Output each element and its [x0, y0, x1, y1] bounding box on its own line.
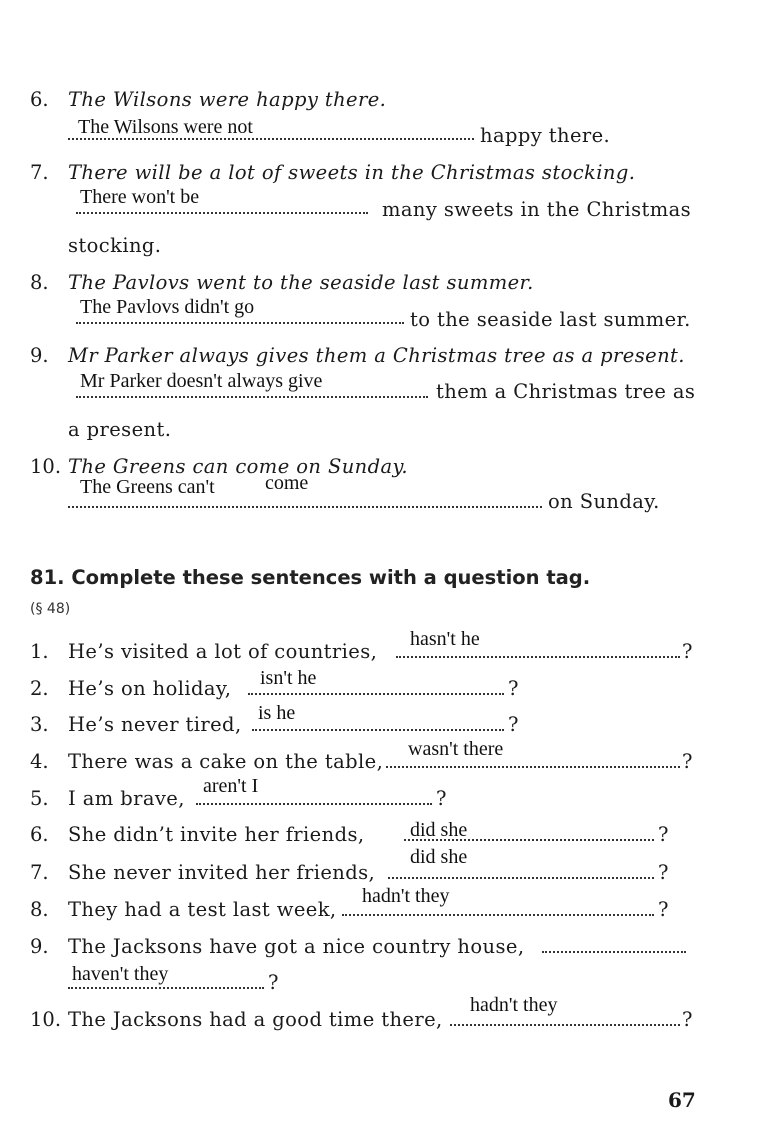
sentence-continuation: a present. — [68, 418, 172, 441]
item-number: 9. — [30, 344, 49, 367]
question-tag-answer: did she — [410, 819, 468, 841]
answer-line — [388, 877, 654, 879]
sentence-ending: on Sunday. — [548, 490, 660, 513]
question-mark: ? — [436, 787, 447, 810]
item-number: 10. — [30, 1008, 62, 1031]
answer-line — [342, 914, 654, 916]
question-mark: ? — [508, 677, 519, 700]
answer-line — [450, 1024, 680, 1026]
exercise-title: 81. Complete these sentences with a question tag. — [30, 566, 591, 589]
prompt-sentence: The Pavlovs went to the seaside last summer. — [68, 271, 534, 294]
answer-line — [252, 729, 504, 731]
sentence-text: She never invited her friends, — [68, 861, 376, 884]
answer-line — [76, 396, 428, 398]
question-mark: ? — [658, 823, 669, 846]
item-number: 1. — [30, 640, 49, 663]
question-tag-answer: hasn't he — [410, 628, 480, 650]
question-tag-answer: isn't he — [260, 667, 317, 689]
item-number: 3. — [30, 713, 49, 736]
question-tag-answer: hadn't they — [362, 885, 450, 907]
item-number: 7. — [30, 161, 49, 184]
question-tag-answer: did she — [410, 846, 468, 868]
sentence-text: The Jacksons have got a nice country house, — [68, 935, 525, 958]
question-mark: ? — [658, 861, 669, 884]
handwritten-answer: The Pavlovs didn't go — [80, 296, 255, 318]
question-tag-answer: haven't they — [72, 963, 169, 985]
sentence-ending: to the seaside last summer. — [410, 308, 691, 331]
answer-line — [396, 656, 680, 658]
item-number: 2. — [30, 677, 49, 700]
question-tag-answer: hadn't they — [470, 994, 558, 1016]
question-mark: ? — [682, 750, 693, 773]
answer-line — [248, 693, 504, 695]
question-mark: ? — [682, 640, 693, 663]
prompt-sentence: The Wilsons were happy there. — [68, 88, 387, 111]
question-tag-answer: is he — [258, 702, 296, 724]
sentence-text: There was a cake on the table, — [68, 750, 384, 773]
page-number: 67 — [668, 1088, 696, 1112]
sentence-text: He’s never tired, — [68, 713, 242, 736]
grammar-reference: (§ 48) — [30, 601, 71, 617]
sentence-text: He’s visited a lot of countries, — [68, 640, 378, 663]
item-number: 6. — [30, 88, 49, 111]
item-number: 7. — [30, 861, 49, 884]
question-tag-answer: wasn't there — [408, 738, 504, 760]
question-mark: ? — [682, 1008, 693, 1031]
prompt-sentence: Mr Parker always gives them a Christmas tree as a present. — [68, 344, 685, 367]
question-mark: ? — [658, 898, 669, 921]
sentence-text: They had a test last week, — [68, 898, 337, 921]
handwritten-answer: The Greens can't — [80, 476, 215, 498]
question-mark: ? — [508, 713, 519, 736]
answer-line — [68, 138, 474, 140]
handwritten-answer: The Wilsons were not — [78, 116, 253, 138]
item-number: 9. — [30, 935, 49, 958]
question-mark: ? — [268, 971, 279, 994]
prompt-sentence: There will be a lot of sweets in the Christmas stocking. — [68, 161, 636, 184]
answer-line — [68, 987, 264, 989]
sentence-text: The Jacksons had a good time there, — [68, 1008, 443, 1031]
item-number: 6. — [30, 823, 49, 846]
item-number: 5. — [30, 787, 49, 810]
answer-line — [542, 951, 686, 953]
item-number: 8. — [30, 271, 49, 294]
answer-line — [404, 839, 654, 841]
handwritten-answer: Mr Parker doesn't always give — [80, 370, 323, 392]
sentence-ending: them a Christmas tree as — [436, 380, 696, 403]
item-number: 8. — [30, 898, 49, 921]
handwritten-answer: There won't be — [80, 186, 200, 208]
sentence-text: I am brave, — [68, 787, 185, 810]
answer-line — [76, 322, 404, 324]
prompt-sentence: The Greens can come on Sunday. — [68, 455, 408, 478]
answer-line — [196, 803, 432, 805]
sentence-text: She didn’t invite her friends, — [68, 823, 365, 846]
sentence-ending: happy there. — [480, 124, 611, 147]
answer-line — [386, 766, 680, 768]
question-tag-answer: aren't I — [203, 775, 259, 797]
answer-line — [76, 212, 368, 214]
sentence-ending: many sweets in the Christmas — [382, 198, 692, 221]
handwritten-answer: come — [265, 472, 309, 494]
item-number: 4. — [30, 750, 49, 773]
answer-line — [68, 506, 542, 508]
item-number: 10. — [30, 455, 62, 478]
sentence-continuation: stocking. — [68, 234, 162, 257]
sentence-text: He’s on holiday, — [68, 677, 232, 700]
